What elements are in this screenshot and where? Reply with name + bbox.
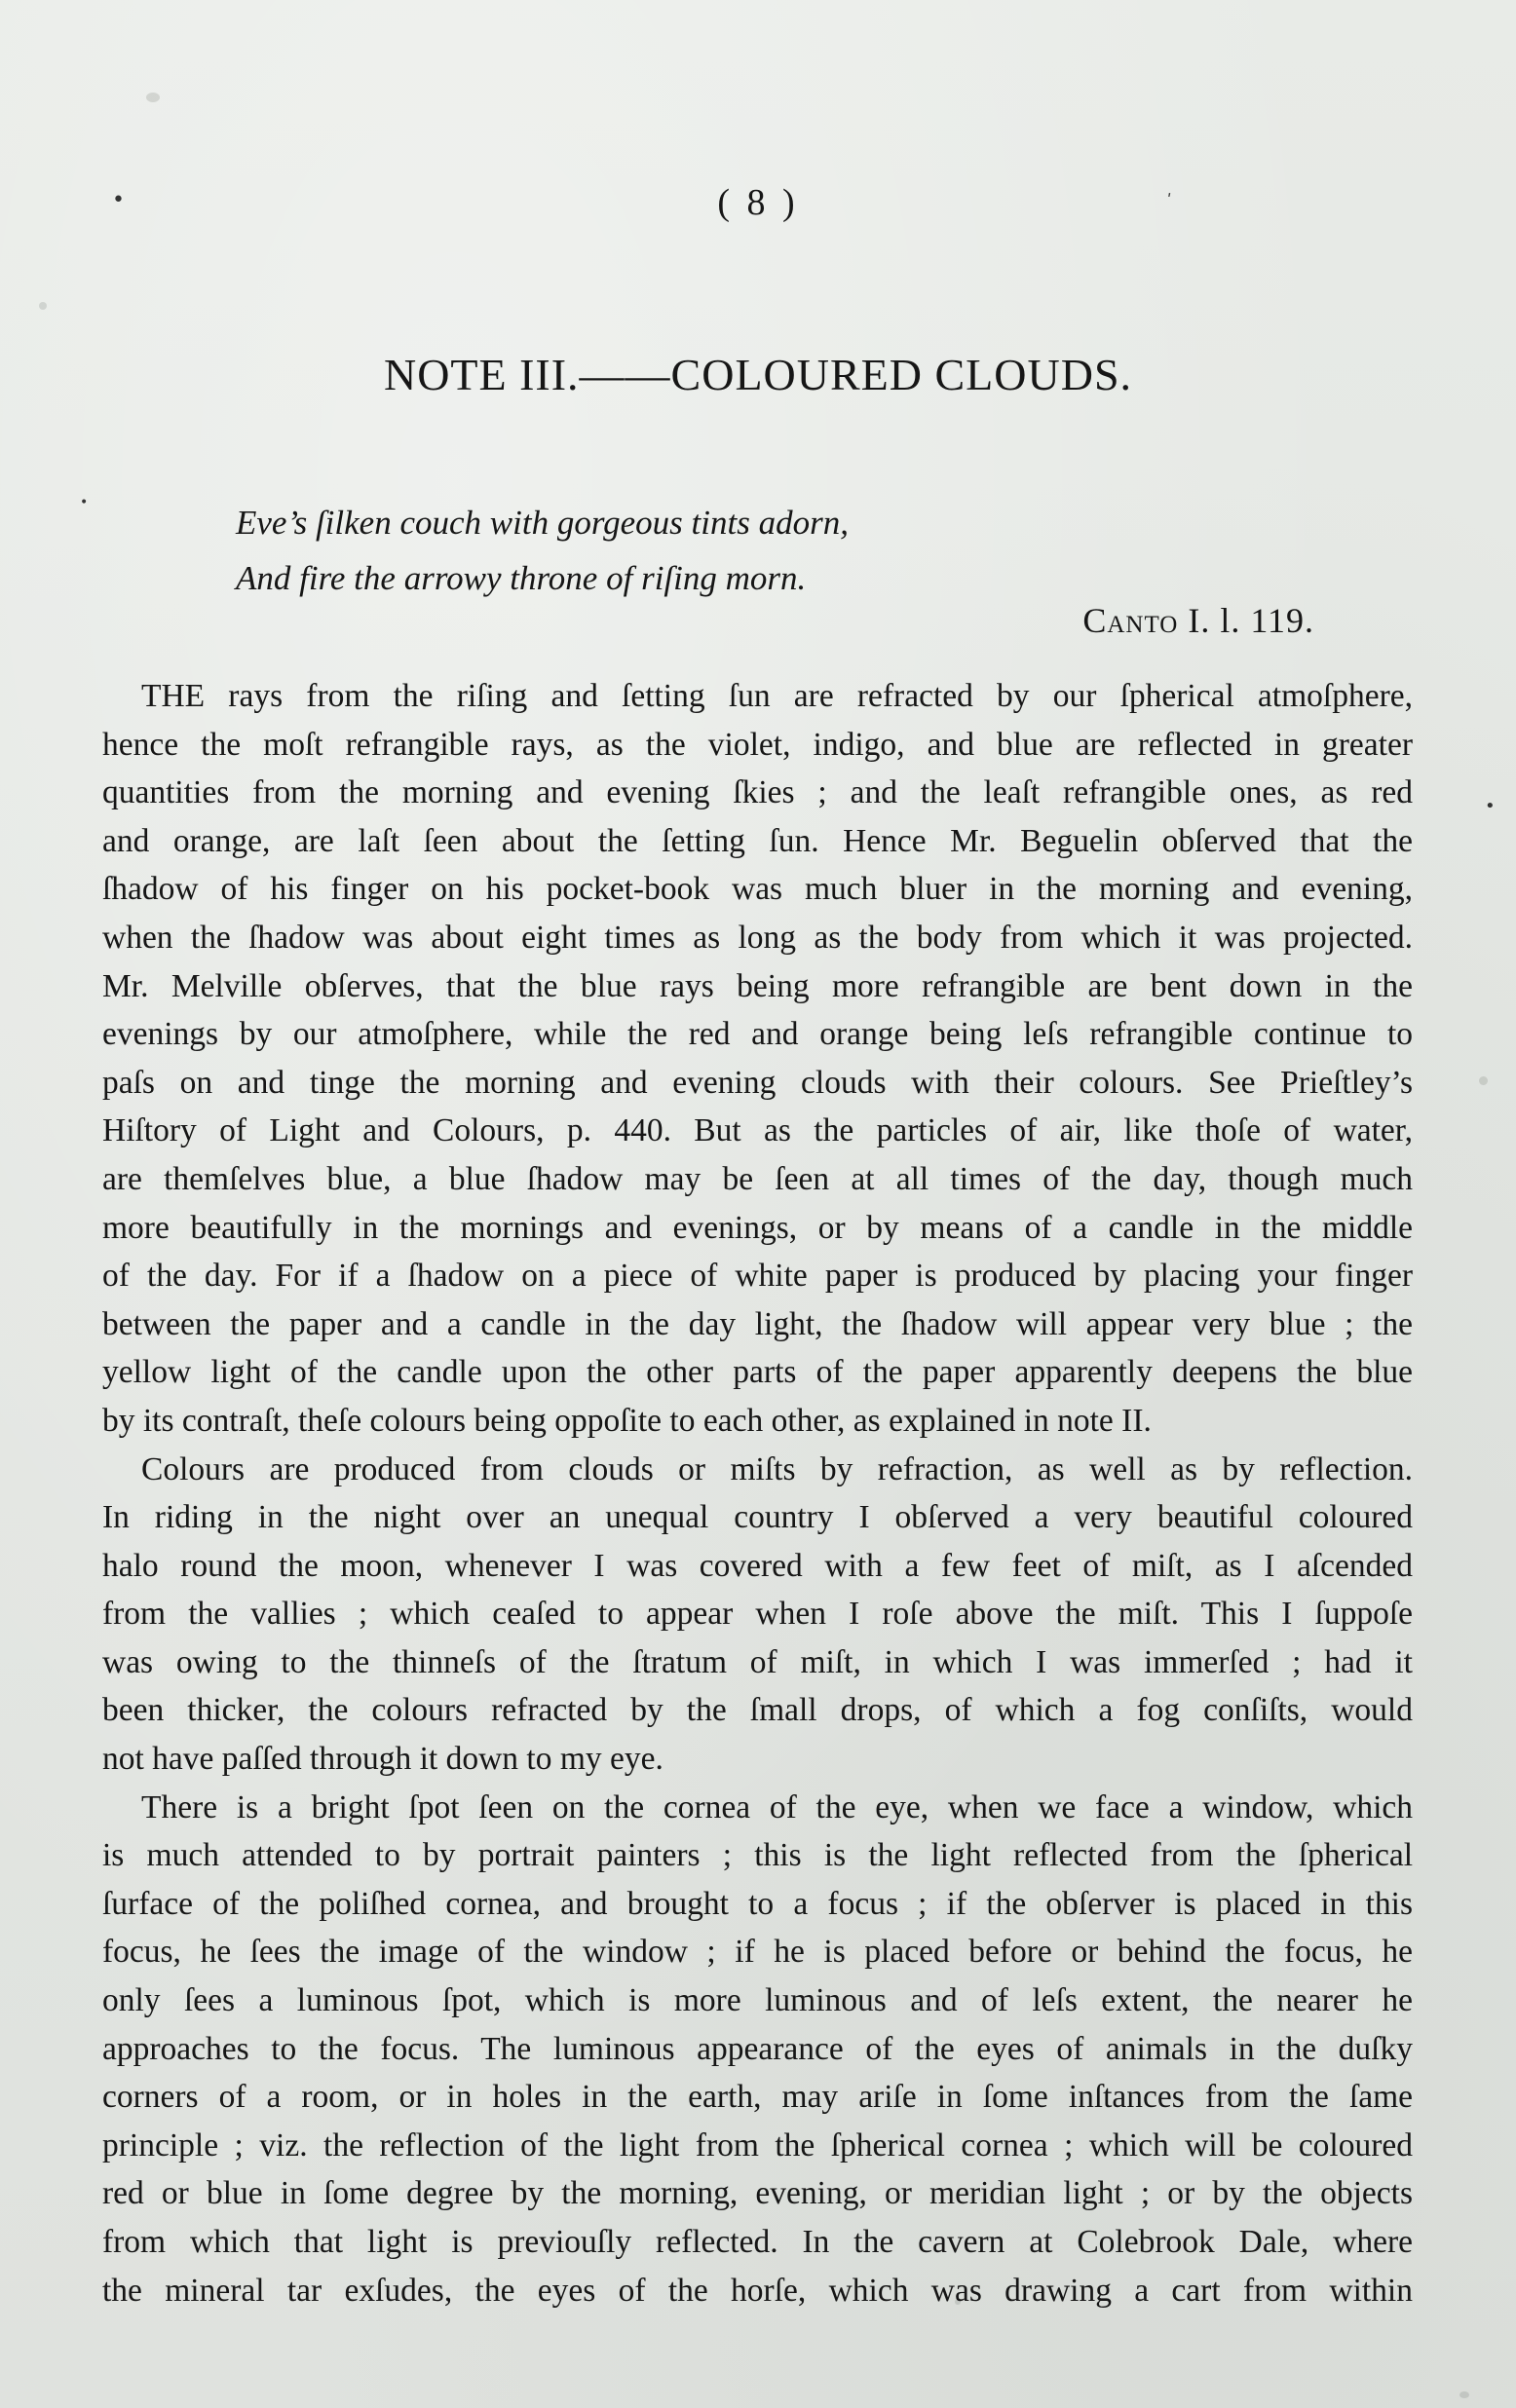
text-line: hence the moſt refrangible rays, as the violet, indigo, and blue are reflected in greater — [102, 726, 1413, 763]
text-line: is much attended to by portrait painters ; this is the light reflected from the ſpherical — [102, 1837, 1413, 1874]
text-line: principle ; viz. the reflection of the light from the ſpherical cornea ; which will be coloured — [102, 2126, 1413, 2163]
text-line: from which that light is previouſly reflected. In the cavern at Colebrook Dale, where — [102, 2224, 1413, 2260]
text-line: more beautifully in the mornings and evenings, or by means of a candle in the middle — [102, 1209, 1413, 1246]
text-line: only ſees a luminous ſpot, which is more luminous and of leſs extent, the nearer he — [102, 1982, 1413, 2019]
text-line: quantities from the morning and evening ſkies ; and the leaſt refrangible ones, as red — [102, 774, 1413, 811]
text-line: approaches to the focus. The luminous appearance of the eyes of animals in the duſky — [102, 2030, 1413, 2067]
text-line: and orange, are laſt ſeen about the ſetting ſun. Hence Mr. Beguelin obſerved that the — [102, 822, 1413, 859]
text-line: the mineral tar exſudes, the eyes of the horſe, which was drawing a cart from within — [102, 2272, 1413, 2309]
text-line: from the vallies ; which ceaſed to appear when I roſe above the miſt. This I ſuppoſe — [102, 1596, 1413, 1633]
note-title: NOTE III.——COLOURED CLOUDS. — [383, 350, 1133, 399]
paragraph — [102, 1446, 1413, 1784]
citation-reference: I. l. 119. — [1188, 601, 1314, 640]
page-number: ( 8 ) — [717, 182, 799, 223]
text-line: between the paper and a candle in the day light, the ſhadow will appear very blue ; the — [102, 1305, 1413, 1342]
text-line: by its contraſt, theſe colours being oppoſite to each other, as explained in note II. — [102, 1402, 1152, 1439]
margin-mark: • — [112, 188, 125, 212]
text-line: are themſelves blue, a blue ſhadow may be ſeen at all times of the day, though much — [102, 1160, 1413, 1197]
text-line: yellow light of the candle upon the other parts of the paper apparently deepens the blue — [102, 1354, 1413, 1391]
text-line: halo round the moon, whenever I was covered with a few feet of miſt, as I aſcended — [102, 1547, 1413, 1584]
text-line: Colours are produced from clouds or miſts by refraction, as well as by reflection. — [141, 1450, 1413, 1487]
text-line: focus, he ſees the image of the window ; if he is placed before or behind the focus, he — [102, 1934, 1413, 1971]
text-line: In riding in the night over an unequal country I obſerved a very beautiful coloured — [102, 1499, 1413, 1536]
epigraph — [236, 495, 849, 606]
epigraph-line: And fire the arrowy throne of riſing morn. — [236, 559, 807, 597]
text-line: was owing to the thinneſs of the ſtratum of miſt, in which I was immerſed ; had it — [102, 1643, 1413, 1680]
text-line: paſs on and tinge the morning and evening clouds with their colours. See Prieſtley’s — [102, 1064, 1413, 1101]
margin-mark: • — [80, 495, 89, 510]
text-line: evenings by our atmoſphere, while the red and orange being leſs refrangible continue to — [102, 1016, 1413, 1053]
text-line: Hiſtory of Light and Colours, p. 440. But as the particles of air, like thoſe of water, — [102, 1112, 1413, 1149]
margin-mark: ʹ — [1167, 191, 1172, 209]
text-line: There is a bright ſpot ſeen on the cornea of the eye, when we face a window, which — [141, 1788, 1413, 1825]
citation-canto: Canto — [1082, 601, 1179, 640]
text-line: ſhadow of his finger on his pocket-book was much bluer in the morning and evening, — [102, 871, 1413, 908]
text-line: when the ſhadow was about eight times as long as the body from which it was projected. — [102, 919, 1413, 956]
text-line: been thicker, the colours refracted by the ſmall drops, of which a fog conſiſts, would — [102, 1692, 1413, 1729]
text-line: not have paſſed through it down to my eye. — [102, 1741, 663, 1778]
text-line: Mr. Melville obſerves, that the blue rays being more refrangible are bent down in the — [102, 967, 1413, 1004]
text-line: corners of a room, or in holes in the earth, may ariſe in ſome inſtances from the ſame — [102, 2079, 1413, 2116]
text-line: THE rays from the riſing and ſetting ſun are refracted by our ſpherical atmoſphere, — [141, 678, 1413, 714]
text-line: ſurface of the poliſhed cornea, and brought to a focus ; if the obſerver is placed in this — [102, 1885, 1413, 1922]
margin-mark: • — [1485, 796, 1496, 816]
epigraph-line: Eve’s ſilken couch with gorgeous tints adorn, — [236, 504, 849, 542]
paragraph — [102, 672, 1413, 1446]
paragraph — [102, 1784, 1413, 2315]
text-line: red or blue in ſome degree by the morning, evening, or meridian light ; or by the objects — [102, 2175, 1413, 2212]
note-body — [102, 672, 1413, 2314]
text-line: of the day. For if a ſhadow on a piece of white paper is produced by placing your finger — [102, 1258, 1413, 1295]
epigraph-citation — [1082, 600, 1314, 641]
